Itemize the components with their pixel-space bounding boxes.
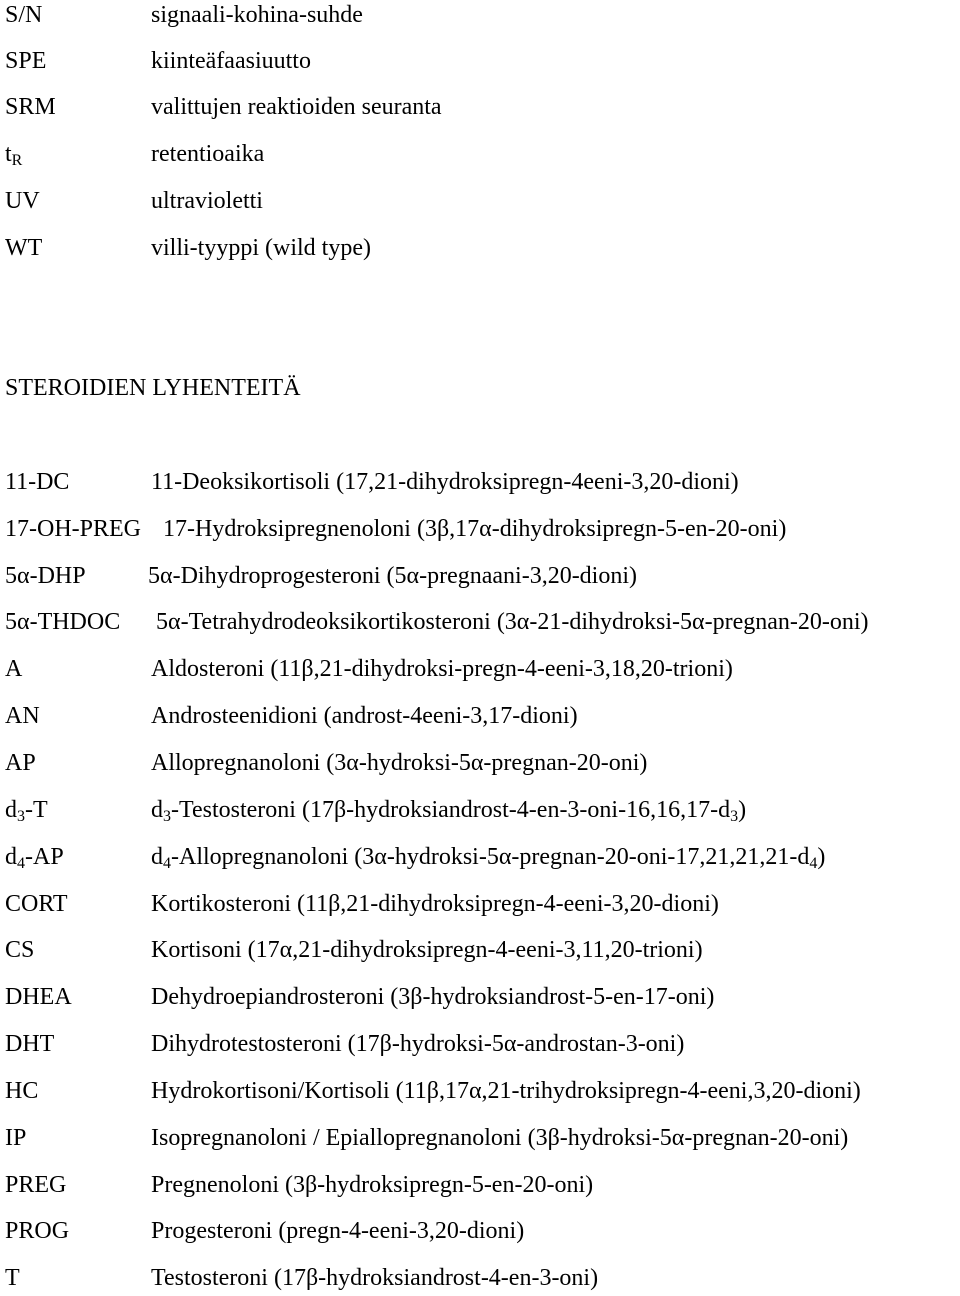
abbreviation-definition: kiinteäfaasiuutto (151, 48, 311, 74)
abbreviation-definition: valittujen reaktioiden seuranta (151, 94, 442, 120)
abbreviation-definition: Aldosteroni (11β,21-dihydroksi-pregn-4-eeni-3,18,20-trioni) (151, 656, 733, 682)
abbreviation-definition (151, 797, 747, 825)
abbreviation-definition (151, 844, 826, 872)
abbreviation: SPE (5, 48, 47, 74)
abbreviation-definition: signaali-kohina-suhde (151, 2, 363, 28)
abbreviation-prefix: d (5, 844, 17, 870)
abbreviation: DHT (5, 1031, 55, 1057)
abbreviation: HC (5, 1078, 39, 1104)
abbreviation-definition: Pregnenoloni (3β-hydroksipregn-5-en-20-oni) (151, 1172, 594, 1198)
abbreviation-subscript: 4 (17, 855, 25, 872)
abbreviation-definition: Allopregnanoloni (3α-hydroksi-5α-pregnan-20-oni) (151, 750, 648, 776)
abbreviation: 11-DC (5, 469, 70, 495)
abbreviation-definition: villi-tyyppi (wild type) (151, 235, 371, 261)
abbreviation (5, 844, 64, 872)
definition-subscript: 3 (730, 808, 739, 825)
definition-prefix: d (151, 844, 163, 870)
abbreviation-subscript: 3 (17, 808, 25, 825)
abbreviation-definition: retentioaika (151, 141, 265, 167)
section-heading: STEROIDIEN LYHENTEITÄ (5, 375, 301, 401)
abbreviation-definition: Dehydroepiandrosteroni (3β-hydroksiandrost-5-en-17-oni) (151, 984, 715, 1010)
abbreviation-definition: 11-Deoksikortisoli (17,21-dihydroksipregn-4eeni-3,20-dioni) (151, 469, 739, 495)
abbreviation: SRM (5, 94, 56, 120)
abbreviation: S/N (5, 2, 43, 28)
definition-suffix: ) (817, 844, 826, 870)
abbreviation: WT (5, 235, 43, 261)
abbreviation-definition: Kortisoni (17α,21-dihydroksipregn-4-eeni-3,11,20-trioni) (151, 937, 703, 963)
abbreviation-definition: 5α-Dihydroprogesteroni (5α-pregnaani-3,20-dioni) (148, 563, 638, 589)
abbreviation-definition: 17-Hydroksipregnenoloni (3β,17α-dihydroksipregn-5-en-20-oni) (163, 516, 787, 542)
abbreviation: PREG (5, 1172, 67, 1198)
abbreviation: 17-OH-PREG (5, 516, 141, 542)
abbreviation: T (5, 1265, 20, 1291)
abbreviation: DHEA (5, 984, 72, 1010)
definition-subscript: 4 (809, 855, 818, 872)
abbreviation: CS (5, 937, 35, 963)
abbreviation: PROG (5, 1218, 70, 1244)
abbreviation: CORT (5, 891, 68, 917)
abbreviation-suffix: -AP (25, 844, 64, 870)
abbreviation: 5α-THDOC (5, 609, 121, 635)
abbreviation-definition: Kortikosteroni (11β,21-dihydroksipregn-4-eeni-3,20-dioni) (151, 891, 719, 917)
abbreviation: A (5, 656, 23, 682)
definition-subscript: 3 (163, 808, 171, 825)
abbreviation: AP (5, 750, 36, 776)
abbreviation: IP (5, 1125, 27, 1151)
abbreviation-definition: Isopregnanoloni / Epiallopregnanoloni (3β-hydroksi-5α-pregnan-20-oni) (151, 1125, 849, 1151)
definition-suffix: ) (738, 797, 747, 823)
abbreviation-main: t (5, 141, 12, 167)
abbreviation-suffix: -T (25, 797, 48, 823)
abbreviation-definition: 5α-Tetrahydrodeoksikortikosteroni (3α-21-dihydroksi-5α-pregnan-20-oni) (156, 609, 869, 635)
abbreviation-prefix: d (5, 797, 17, 823)
abbreviation-definition: Dihydrotestosteroni (17β-hydroksi-5α-androstan-3-oni) (151, 1031, 685, 1057)
definition-subscript: 4 (163, 855, 171, 872)
abbreviation-definition: ultravioletti (151, 188, 263, 214)
abbreviation (5, 141, 23, 169)
abbreviation-definition: Androsteenidioni (androst-4eeni-3,17-dioni) (151, 703, 578, 729)
definition-prefix: d (151, 797, 163, 823)
definition-text: -Testosteroni (17β-hydroksiandrost-4-en-3-oni-16,16,17-d (171, 797, 731, 823)
abbreviation: AN (5, 703, 40, 729)
abbreviation-definition: Hydrokortisoni/Kortisoli (11β,17α,21-trihydroksipregn-4-eeni,3,20-dioni) (151, 1078, 861, 1104)
abbreviation: UV (5, 188, 40, 214)
definition-text: -Allopregnanoloni (3α-hydroksi-5α-pregnan-20-oni-17,21,21,21-d (171, 844, 810, 870)
abbreviation (5, 797, 48, 825)
abbreviation-definition: Progesteroni (pregn-4-eeni-3,20-dioni) (151, 1218, 525, 1244)
abbreviation-subscript: R (11, 152, 23, 169)
abbreviation: 5α-DHP (5, 563, 86, 589)
abbreviation-definition: Testosteroni (17β-hydroksiandrost-4-en-3-oni) (151, 1265, 599, 1291)
